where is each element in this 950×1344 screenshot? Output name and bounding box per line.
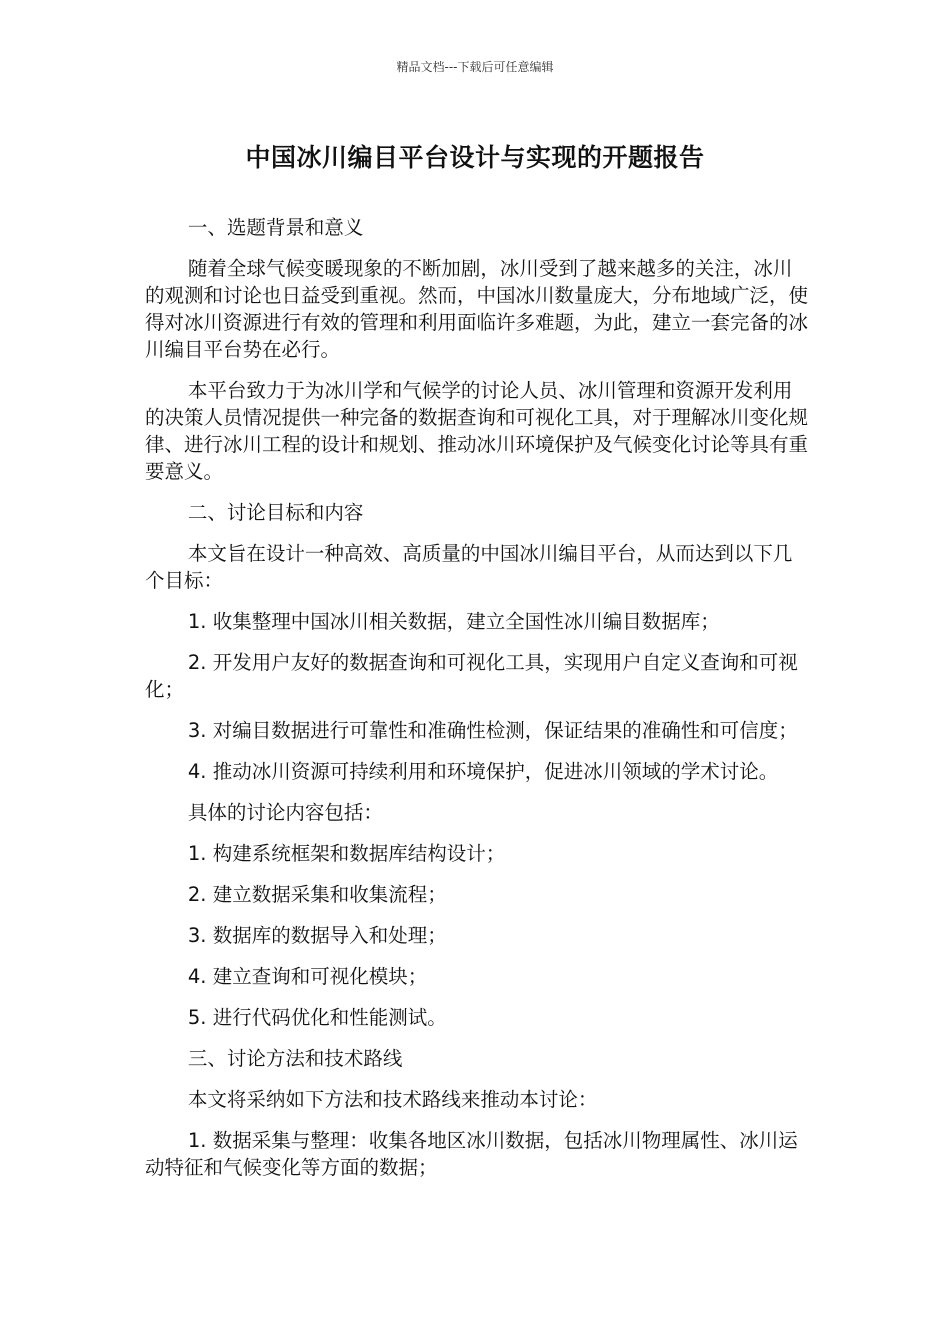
paragraph: 本文旨在设计一种高效、高质量的中国冰川编目平台，从而达到以下几个目标：	[145, 542, 793, 592]
paragraph: 具体的讨论内容包括：	[187, 801, 383, 824]
list-item: 2. 建立数据采集和收集流程；	[187, 883, 447, 906]
section-heading: 一、选题背景和意义	[187, 216, 364, 239]
paragraph: 本文将采纳如下方法和技术路线来推动本讨论：	[187, 1088, 598, 1111]
paragraph: 本平台致力于为冰川学和气候学的讨论人员、冰川管理和资源开发利用的决策人员情况提供一种完备的数据查询和可视化工具，对于理解冰川变化规律、进行冰川工程的设计和规划、推动冰川环境保护及气候变化讨论等具有重要意义。	[145, 379, 809, 483]
list-item: 1. 构建系统框架和数据库结构设计；	[187, 842, 506, 865]
list-item: 1. 收集整理中国冰川相关数据，建立全国性冰川编目数据库；	[187, 610, 720, 633]
list-item: 1. 数据采集与整理：收集各地区冰川数据，包括冰川物理属性、冰川运动特征和气候变化等方面的数据；	[145, 1129, 798, 1179]
paragraph: 随着全球气候变暖现象的不断加剧，冰川受到了越来越多的关注，冰川的观测和讨论也日益受到重视。然而，中国冰川数量庞大，分布地域广泛，使得对冰川资源进行有效的管理和利用面临许多难题，为此，建立一套完备的冰川编目平台势在必行。	[145, 257, 809, 361]
section-heading: 三、讨论方法和技术路线	[187, 1047, 403, 1070]
list-item: 2. 开发用户友好的数据查询和可视化工具，实现用户自定义查询和可视化；	[145, 651, 798, 701]
list-item: 3. 数据库的数据导入和处理；	[187, 924, 447, 947]
section-heading: 二、讨论目标和内容	[187, 501, 364, 524]
header-note: 精品文档---下载后可任意编辑	[396, 60, 554, 74]
document-title: 中国冰川编目平台设计与实现的开题报告	[245, 143, 705, 172]
list-item: 4. 推动冰川资源可持续利用和环境保护，促进冰川领域的学术讨论。	[187, 760, 779, 783]
list-item: 5. 进行代码优化和性能测试。	[187, 1006, 447, 1029]
document-body	[145, 214, 810, 1195]
list-item: 3. 对编目数据进行可靠性和准确性检测，保证结果的准确性和可信度；	[187, 719, 798, 742]
list-item: 4. 建立查询和可视化模块；	[187, 965, 428, 988]
